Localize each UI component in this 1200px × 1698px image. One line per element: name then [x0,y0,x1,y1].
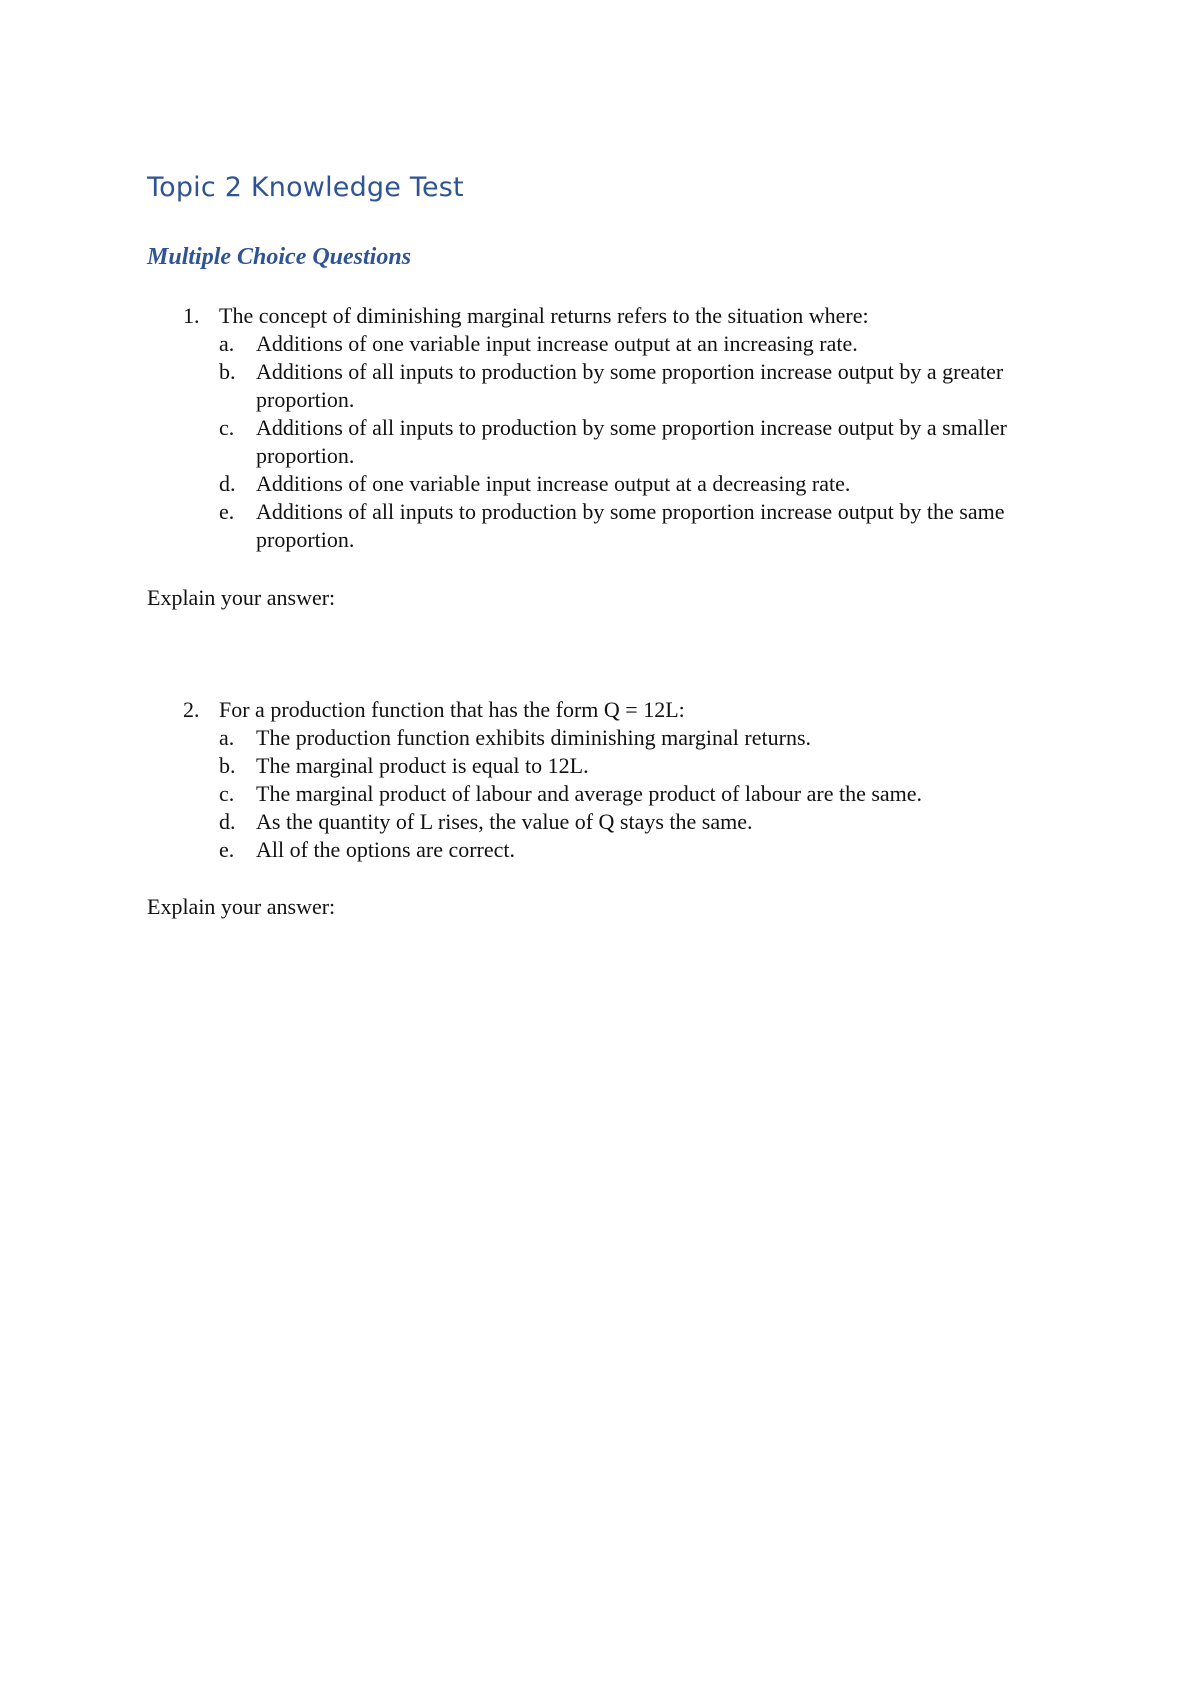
option-item-d [0,470,1200,498]
explain-answer-label: Explain your answer: [147,585,336,610]
option-item-a [0,330,1200,358]
option-letter: a. [219,331,235,356]
option-text: Additions of all inputs to production by some proportion increase output by a greater proportion. [256,359,1004,412]
option-item-e [0,836,1200,864]
option-text: Additions of one variable input increase output at a decreasing rate. [256,471,851,496]
explain-answer-label: Explain your answer: [147,894,336,919]
option-text: All of the options are correct. [256,837,516,862]
question-text: For a production function that has the form Q = 12L: [219,697,685,722]
option-item-d [0,808,1200,836]
page-title: Topic 2 Knowledge Test [147,172,464,203]
option-item-b [0,752,1200,780]
option-letter: b. [219,753,236,778]
option-letter: e. [219,837,235,862]
question-text: The concept of diminishing marginal returns refers to the situation where: [219,303,869,328]
option-letter: c. [219,415,235,440]
option-item-c [0,780,1200,808]
option-item-b [0,358,1200,414]
option-letter: a. [219,725,235,750]
question-number: 1. [183,303,200,328]
option-text: The marginal product of labour and average product of labour are the same. [256,781,923,806]
section-heading: Multiple Choice Questions [147,244,412,270]
option-letter: d. [219,809,236,834]
option-text: Additions of one variable input increase output at an increasing rate. [256,331,858,356]
option-text: As the quantity of L rises, the value of Q stays the same. [256,809,753,834]
question-number: 2. [183,697,200,722]
option-text: Additions of all inputs to production by some proportion increase output by the same proportion. [256,499,1005,552]
option-item-a [0,724,1200,752]
option-letter: c. [219,781,235,806]
option-item-c [0,414,1200,470]
option-text: The production function exhibits diminishing marginal returns. [256,725,812,750]
option-list [0,724,1200,864]
option-letter: e. [219,499,235,524]
option-list [0,330,1200,554]
option-text: The marginal product is equal to 12L. [256,753,589,778]
option-letter: d. [219,471,236,496]
option-text: Additions of all inputs to production by some proportion increase output by a smaller proportion. [256,415,1007,468]
option-item-e [0,498,1200,554]
option-letter: b. [219,359,236,384]
